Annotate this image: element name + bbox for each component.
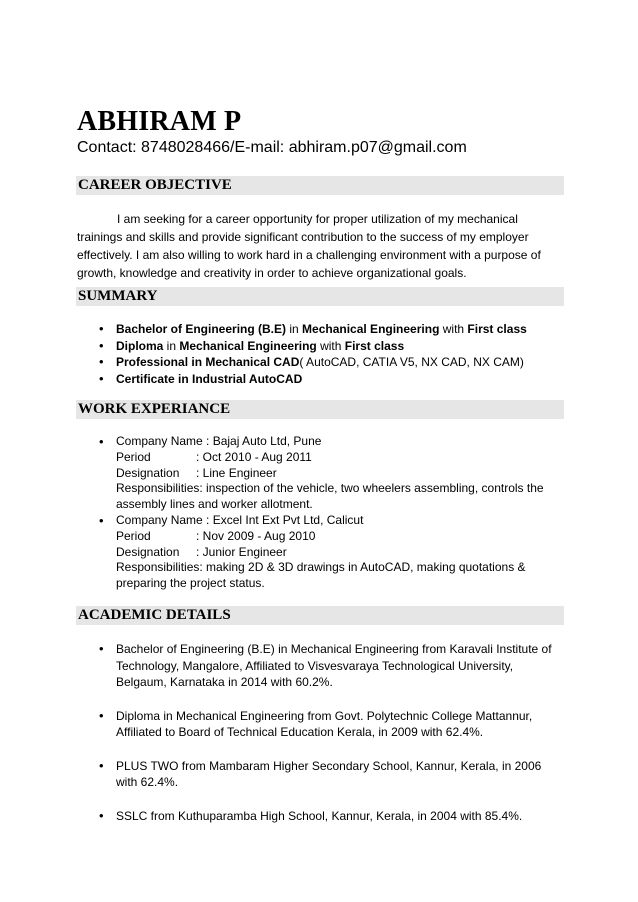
bold-text: Bachelor of Engineering (B.E) — [116, 322, 287, 336]
bold-text: Mechanical Engineering — [179, 338, 317, 353]
job-entry — [99, 434, 559, 513]
contact-line: Contact: 8748028466/E-mail: abhiram.p07@gmail.com — [77, 139, 467, 156]
plain-text: in — [163, 338, 180, 353]
designation-row — [116, 545, 559, 561]
list-item: • PLUS TWO from Mambaram Higher Secondary School, Kannur, Kerala, in 2006 with 62.4%. — [99, 758, 559, 791]
period-row — [116, 529, 559, 545]
career-objective-text — [77, 210, 547, 282]
list-item — [99, 338, 559, 355]
bold-text: Certificate in Industrial AutoCAD — [116, 371, 303, 386]
section-heading-academic-details: ACADEMIC DETAILS — [76, 606, 564, 625]
bold-text: First class — [344, 338, 405, 353]
academic-details-list — [99, 641, 559, 841]
plain-text: with — [316, 338, 345, 353]
plain-text: ( AutoCAD, CATIA V5, NX CAD, NX CAM) — [299, 355, 524, 369]
designation-row — [116, 466, 559, 482]
period-value: : Oct 2010 - Aug 2011 — [196, 449, 312, 464]
bold-text: First class — [467, 322, 527, 336]
section-heading-summary: SUMMARY — [76, 287, 564, 306]
designation-label: Designation — [116, 465, 180, 480]
plain-text: in — [286, 322, 303, 336]
list-item — [99, 371, 559, 388]
designation-label: Designation — [116, 544, 180, 559]
candidate-name: ABHIRAM P — [77, 106, 242, 137]
responsibilities: Responsibilities: making 2D & 3D drawings in AutoCAD, making quotations & preparing the project status. — [116, 560, 526, 591]
career-objective-body: I am seeking for a career opportunity for proper utilization of my mechanical trainings and skills and provide significant contribution to the success of my employer effectively. I am also willing to work hard in a challenging environment with a purpose of growth, knowledge and creativity in order to achieve organizational goals. — [77, 212, 541, 280]
designation-value: : Line Engineer — [196, 465, 277, 480]
period-label: Period — [116, 449, 151, 464]
job-entry — [99, 513, 559, 592]
designation-value: : Junior Engineer — [196, 544, 287, 559]
period-row — [116, 450, 559, 466]
company-name: • Company Name : Excel Int Ext Pvt Ltd, Calicut — [116, 512, 364, 527]
list-item — [99, 321, 559, 338]
period-value: : Nov 2009 - Aug 2010 — [196, 528, 316, 543]
list-item: • SSLC from Kuthuparamba High School, Kannur, Kerala, in 2004 with 85.4%. — [99, 808, 559, 825]
bold-text: Mechanical Engineering — [302, 322, 440, 336]
period-label: Period — [116, 528, 151, 543]
section-heading-career-objective: CAREER OBJECTIVE — [76, 176, 564, 195]
list-item: • Bachelor of Engineering (B.E) in Mechanical Engineering from Karavali Institute of Technology, Mangalore, Affiliated to Visvesvaraya Technological University, Belgaum, Karnataka in 2014 with 60.2%. — [99, 641, 559, 691]
list-item: • Diploma in Mechanical Engineering from Govt. Polytechnic College Mattannur, Affiliated to Board of Technical Education Kerala, in 2009 with 62.4%. — [99, 708, 559, 741]
work-experience-list — [99, 434, 559, 592]
bold-text: Diploma — [116, 338, 164, 353]
plain-text: with — [439, 322, 468, 336]
bold-text: Professional in Mechanical CAD — [116, 355, 300, 369]
summary-list — [99, 321, 559, 387]
section-heading-work-experience: WORK EXPERIANCE — [76, 400, 564, 419]
company-name: • Company Name : Bajaj Auto Ltd, Pune — [116, 434, 322, 448]
responsibilities: Responsibilities: inspection of the vehicle, two wheelers assembling, controls the assembly lines and worker allotment. — [116, 481, 544, 512]
list-item — [99, 354, 559, 371]
